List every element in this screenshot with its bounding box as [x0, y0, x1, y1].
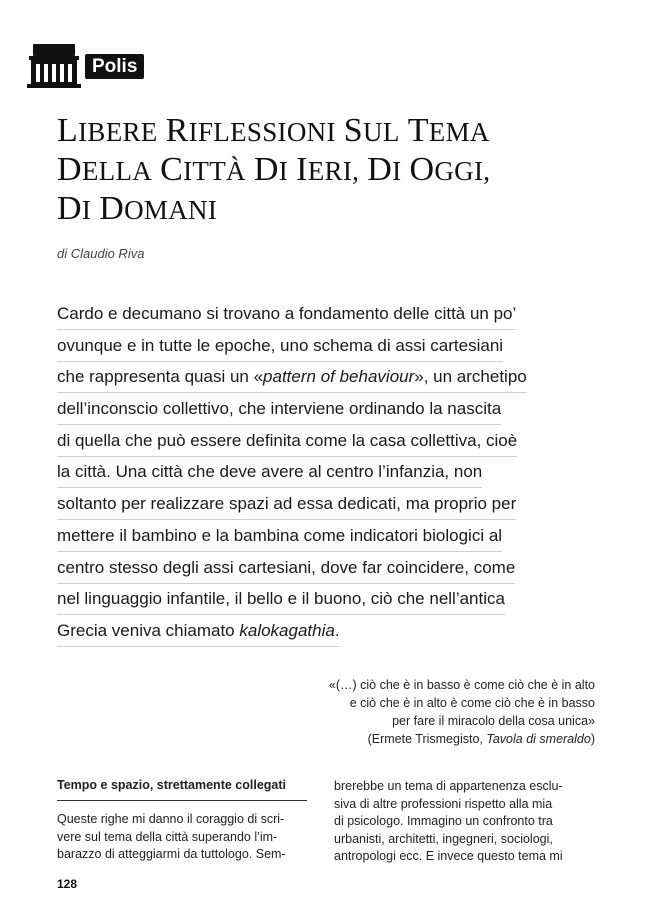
title-line: LIBERE RIFLESSIONI SUL TEMA — [57, 112, 490, 149]
body-line: Queste righe mi danno il coraggio di scri- — [57, 812, 285, 826]
lead-line: Grecia veniva chiamato kalokagathia. — [57, 615, 577, 647]
page-number: 128 — [57, 877, 78, 891]
body-column-right — [334, 778, 584, 866]
article-title — [57, 112, 617, 229]
lead-line: centro stesso degli assi cartesiani, dove far coincidere, come — [57, 552, 577, 584]
body-line: barazzo di atteggiarmi da tuttologo. Sem- — [57, 847, 286, 862]
lead-paragraph — [57, 298, 577, 647]
body-line: siva di altre professioni rispetto alla mia — [334, 796, 553, 811]
quote-line: per fare il miracolo della cosa unica» — [392, 714, 595, 728]
body-line: antropologi ecc. E invece questo tema mi — [334, 849, 563, 864]
lead-line: che rappresenta quasi un «pattern of behaviour», un archetipo — [57, 361, 577, 393]
body-line: brerebbe un tema di appartenenza esclu- — [334, 779, 563, 793]
epigraph-quote — [255, 676, 595, 748]
emphasis-text: pattern of behaviour — [263, 367, 415, 387]
quote-line: «(…) ciò che è in basso è come ciò che è in alto — [328, 678, 595, 692]
section-label: Polis — [85, 54, 144, 79]
building-icon — [27, 42, 81, 88]
lead-line: la città. Una città che deve avere al centro l’infanzia, non — [57, 456, 577, 488]
title-line: DI DOMANI — [57, 190, 218, 227]
body-line: urbanisti, architetti, ingegneri, sociologi, — [334, 831, 553, 846]
lead-line: Cardo e decumano si trovano a fondamento delle città un po’ — [57, 298, 577, 330]
quote-line: e ciò che è in alto è come ciò che è in basso — [349, 696, 595, 710]
lead-line: nel linguaggio infantile, il bello e il buono, ciò che nell’antica — [57, 583, 577, 615]
lead-line: soltanto per realizzare spazi ad essa dedicati, ma proprio per — [57, 488, 577, 520]
section-subheading: Tempo e spazio, strettamente collegati — [57, 776, 307, 801]
emphasis-text: kalokagathia — [239, 620, 335, 640]
title-line: DELLA CITTÀ DI IERI, DI OGGI, — [57, 151, 491, 188]
lead-line: mettere il bambino e la bambina come indicatori biologici al — [57, 520, 577, 552]
lead-line: dell’inconscio collettivo, che interviene ordinando la nascita — [57, 393, 577, 425]
body-column-left — [57, 776, 307, 864]
quote-attribution: (Ermete Trismegisto, Tavola di smeraldo) — [367, 732, 595, 746]
lead-line: di quella che può essere definita come la casa collettiva, cioè — [57, 425, 577, 457]
body-line: vere sul tema della città superando l’im- — [57, 829, 278, 844]
section-tag — [27, 42, 144, 88]
author-byline: di Claudio Riva — [57, 246, 145, 261]
lead-line: ovunque e in tutte le epoche, uno schema di assi cartesiani — [57, 330, 577, 362]
body-line: di psicologo. Immagino un confronto tra — [334, 814, 553, 829]
